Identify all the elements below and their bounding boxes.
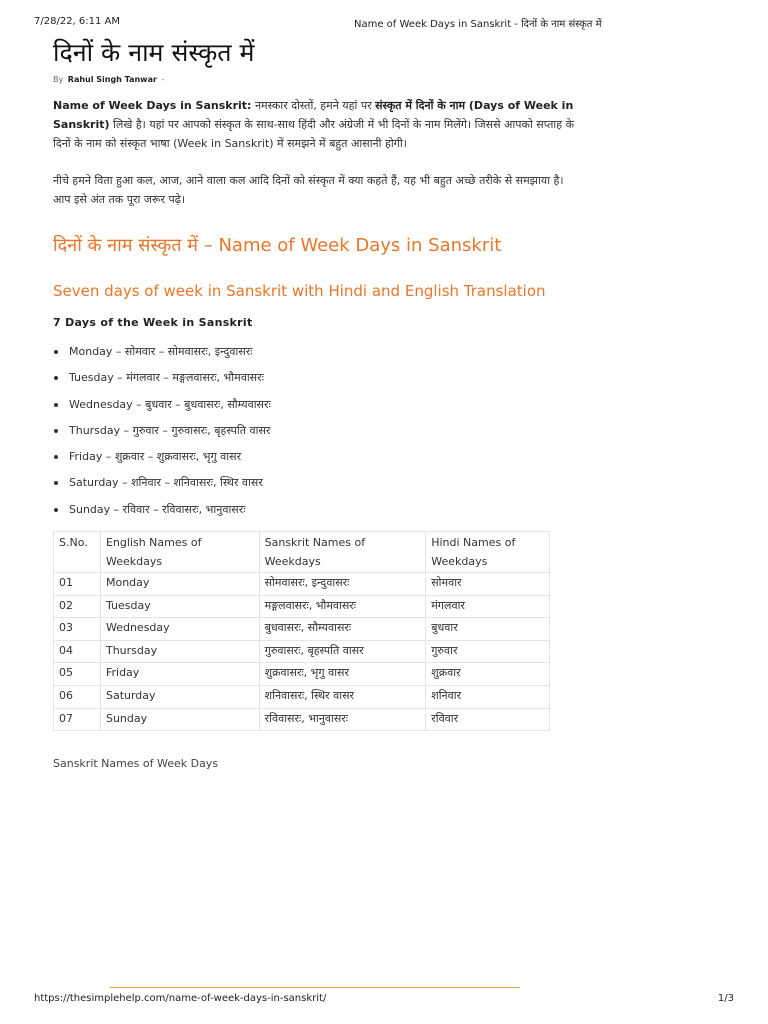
table-cell: Monday: [100, 573, 259, 596]
table-cell: Saturday: [100, 686, 259, 709]
intro-lead: Name of Week Days in Sanskrit:: [53, 99, 252, 112]
list-item: Tuesday – मंगलवार – मङ्गलवासरः, भौमवासरः: [53, 371, 578, 397]
table-cell: Wednesday: [100, 618, 259, 641]
table-row: [54, 618, 550, 641]
list-item: Friday – शुक्रवार – शुक्रवासरः, भृगु वासर: [53, 450, 578, 476]
table-cell: सोमवार: [426, 573, 550, 596]
print-url[interactable]: https://thesimplehelp.com/name-of-week-days-in-sanskrit/: [34, 993, 327, 1004]
table-cell: गुरुवासरः, बृहस्पति वासर: [259, 640, 426, 663]
table-cell: बुधवार: [426, 618, 550, 641]
column-header: Hindi Names of Weekdays: [426, 532, 550, 573]
footer-divider: [110, 987, 520, 988]
column-header: S.No.: [54, 532, 101, 573]
table-cell: रविवार: [426, 708, 550, 731]
list-item: Saturday – शनिवार – शनिवासरः, स्थिर वासर: [53, 476, 578, 502]
table-cell: Thursday: [100, 640, 259, 663]
column-header: English Names of Weekdays: [100, 532, 259, 573]
print-footer: [34, 993, 734, 1007]
table-cell: 04: [54, 640, 101, 663]
column-header: Sanskrit Names of Weekdays: [259, 532, 426, 573]
list-item: Wednesday – बुधवार – बुधवासरः, सौम्यवासरः: [53, 398, 578, 424]
table-cell: मंगलवार: [426, 595, 550, 618]
table-cell: 06: [54, 686, 101, 709]
table-row: [54, 686, 550, 709]
table-caption: Sanskrit Names of Week Days: [53, 757, 219, 771]
print-page-title: Name of Week Days in Sanskrit - दिनों के नाम संस्कृत में: [354, 19, 602, 30]
intro-text-1: नमस्कार दोस्तों, हमने यहां पर: [251, 99, 376, 112]
table-cell: शुक्रवार: [426, 663, 550, 686]
intro-bold: संस्कृत में दिनों के नाम (Days of Week in Sanskrit): [53, 99, 574, 131]
print-timestamp: 7/28/22, 6:11 AM: [34, 16, 121, 27]
article: [53, 36, 578, 770]
table-row: [54, 663, 550, 686]
table-cell: 03: [54, 618, 101, 641]
list-item: Sunday – रविवार – रविवासरः, भानुवासरः: [53, 503, 578, 529]
page-number: 1/3: [717, 993, 734, 1004]
table-cell: 07: [54, 708, 101, 731]
table-cell: मङ्गलवासरः, भौमवासरः: [259, 595, 426, 618]
intro-text-2: लिखे है। यहां पर आपको संस्कृत के साथ-साथ हिंदी और अंग्रेजी में भी दिनों के नाम मिलेंगे। जिससे आपको सप्ताह के दिनों के नाम को संस्कृत भाषा (Week in Sanskrit) में समझने में बहुत आसानी होगी।: [53, 118, 575, 150]
table-cell: Friday: [100, 663, 259, 686]
table-cell: 02: [54, 595, 101, 618]
table-row: [54, 708, 550, 731]
table-cell: शनिवार: [426, 686, 550, 709]
table-row: [54, 640, 550, 663]
table-cell: Tuesday: [100, 595, 259, 618]
byline: [53, 75, 578, 84]
second-paragraph: नीचे हमने विता हुआ कल, आज, आने वाला कल आदि दिनों को संस्कृत में क्या कहते हैं, यह भी बहुत अच्छे तरीके से समझाया है। आप इसे अंत तक पूरा जरूर पढ़े।: [53, 174, 564, 206]
list-heading: 7 Days of the Week in Sanskrit: [53, 316, 253, 329]
weekdays-table: [53, 531, 550, 731]
print-header: [34, 16, 734, 30]
table-cell: गुरुवार: [426, 640, 550, 663]
table-row: [54, 595, 550, 618]
list-item: Thursday – गुरुवार – गुरुवासरः, बृहस्पति वासर: [53, 424, 578, 450]
list-item: Monday – सोमवार – सोमवासरः, इन्दुवासरः: [53, 345, 578, 371]
byline-prefix: By: [53, 75, 64, 84]
table-cell: 05: [54, 663, 101, 686]
table-row: [54, 573, 550, 596]
table-cell: शनिवासरः, स्थिर वासर: [259, 686, 426, 709]
section-heading: दिनों के नाम संस्कृत में – Name of Week Days in Sanskrit: [53, 235, 502, 256]
author-link[interactable]: Rahul Singh Tanwar: [67, 75, 157, 84]
table-cell: बुधवासरः, सौम्यवासरः: [259, 618, 426, 641]
article-title: दिनों के नाम संस्कृत में: [53, 38, 255, 67]
byline-suffix: -: [161, 75, 165, 84]
table-cell: सोमवासरः, इन्दुवासरः: [259, 573, 426, 596]
table-cell: रविवासरः, भानुवासरः: [259, 708, 426, 731]
subsection-heading: Seven days of week in Sanskrit with Hindi and English Translation: [53, 282, 546, 300]
intro-paragraph: [53, 96, 578, 153]
table-cell: Sunday: [100, 708, 259, 731]
day-list: [53, 345, 578, 529]
table-cell: 01: [54, 573, 101, 596]
table-header-row: [54, 532, 550, 573]
table-cell: शुक्रवासरः, भृगु वासर: [259, 663, 426, 686]
